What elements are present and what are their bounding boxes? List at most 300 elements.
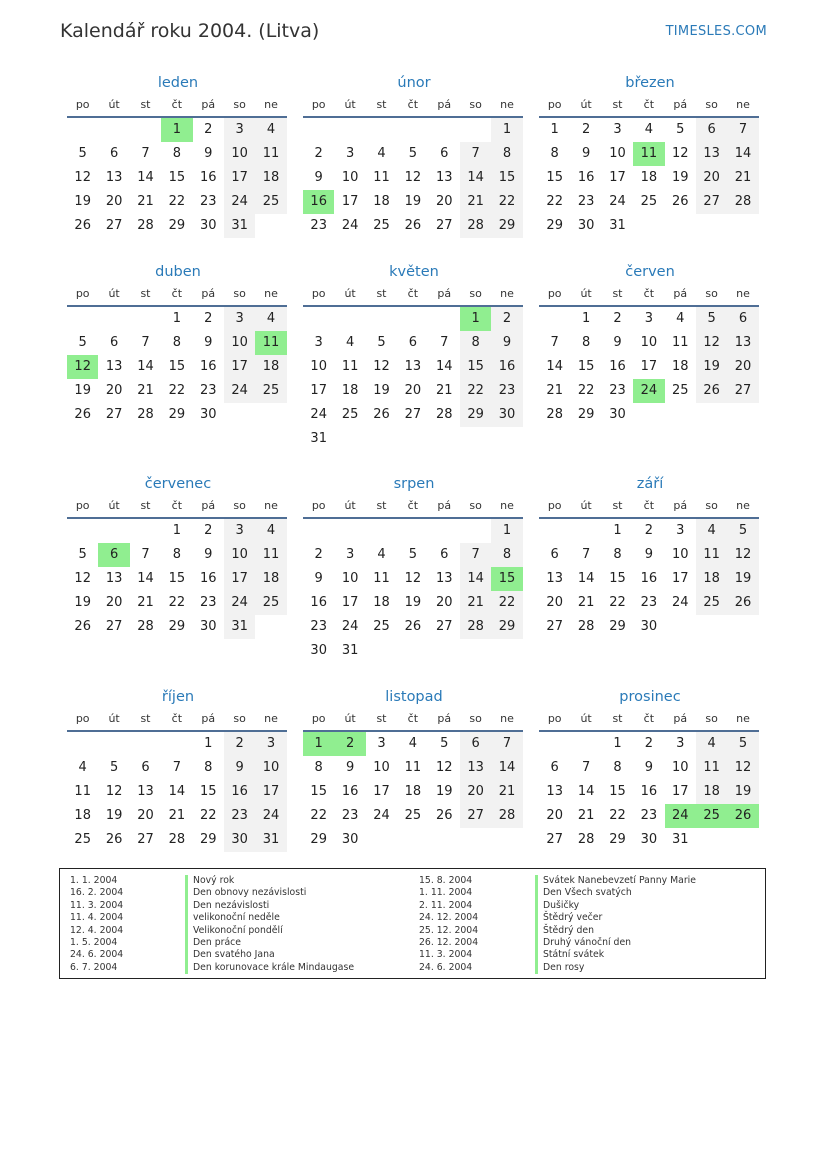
- day-cell: 15: [491, 166, 522, 190]
- weekday-header: pá: [665, 283, 696, 307]
- day-cell: 21: [435, 383, 453, 398]
- day-cell: 23: [310, 218, 327, 233]
- day-cell: 7: [581, 760, 591, 775]
- legend-entry: Dušičky: [535, 900, 696, 912]
- day-cell: 18: [255, 166, 286, 190]
- month-name: leden: [157, 75, 199, 91]
- weekday-header: st: [366, 708, 397, 732]
- weekday-header: st: [602, 708, 633, 732]
- day-cell: 5: [440, 736, 449, 751]
- day-cell: 6: [408, 335, 417, 350]
- weekday-header: po: [67, 283, 98, 307]
- day-cell: 10: [671, 760, 689, 775]
- legend-entry: Svátek Nanebevzetí Panny Marie: [535, 875, 696, 887]
- day-cell: 7: [550, 335, 559, 350]
- month-září: [539, 473, 761, 639]
- day-cell: 15: [199, 784, 217, 799]
- empty-cell: [98, 118, 129, 142]
- empty-cell: [366, 519, 397, 543]
- weekday-header: út: [98, 495, 129, 519]
- day-cell: 5: [727, 732, 758, 756]
- day-cell: 26: [727, 591, 758, 615]
- weekday-header: po: [303, 495, 334, 519]
- day-cell: 4: [255, 307, 286, 331]
- day-cell: 18: [671, 359, 689, 374]
- weekday-header: st: [602, 495, 633, 519]
- weekday-header: so: [224, 283, 255, 307]
- day-cell: 25: [255, 379, 286, 403]
- day-cell: 3: [314, 335, 323, 350]
- day-cell: 31: [609, 218, 626, 233]
- weekday-header: st: [366, 283, 397, 307]
- day-cell: 29: [460, 403, 491, 427]
- weekday-header: út: [98, 708, 129, 732]
- day-cell: 23: [640, 595, 658, 610]
- day-cell: 26: [696, 379, 727, 403]
- day-cell: 26: [74, 407, 91, 422]
- day-cell: 13: [460, 756, 491, 780]
- day-cell: 13: [435, 170, 453, 185]
- day-cell: 19: [373, 383, 390, 398]
- weekday-header: čt: [161, 495, 192, 519]
- day-cell: 5: [78, 547, 87, 562]
- day-cell: 8: [491, 543, 522, 567]
- day-cell: 9: [345, 760, 355, 775]
- day-cell: 6: [141, 760, 150, 775]
- day-cell: 6: [727, 307, 758, 331]
- day-cell: 30: [199, 218, 217, 233]
- day-cell: 5: [408, 146, 417, 161]
- day-cell: 5: [696, 307, 727, 331]
- legend-entry: 11. 4. 2004: [70, 912, 124, 924]
- empty-cell: [67, 732, 98, 756]
- day-cell: 25: [74, 832, 91, 847]
- day-cell: 2: [314, 547, 323, 562]
- day-cell: 17: [341, 595, 359, 610]
- day-cell: 4: [255, 519, 286, 543]
- empty-cell: [539, 307, 570, 331]
- weekday-header: ne: [727, 495, 758, 519]
- day-cell: 15: [168, 170, 186, 185]
- day-cell: 10: [640, 335, 658, 350]
- day-cell: 28: [460, 214, 491, 238]
- legend-entry: velikonoční neděle: [185, 912, 354, 924]
- day-cell: 14: [577, 571, 595, 586]
- weekday-header: ne: [255, 283, 286, 307]
- month-grid: [303, 283, 525, 451]
- day-cell: 19: [404, 595, 422, 610]
- day-cell: 26: [74, 218, 91, 233]
- day-cell: 13: [546, 571, 563, 586]
- day-cell: 24: [373, 808, 390, 823]
- day-cell: 25: [373, 218, 390, 233]
- day-cell: 22: [609, 808, 626, 823]
- day-cell: 3: [676, 736, 685, 751]
- day-cell: 9: [204, 335, 213, 350]
- day-cell: 6: [109, 146, 119, 161]
- day-cell: 6: [440, 547, 449, 562]
- month-grid: [539, 94, 761, 238]
- legend-entry: 1. 11. 2004: [419, 887, 473, 899]
- day-cell: 10: [671, 547, 689, 562]
- weekday-header: út: [98, 283, 129, 307]
- legend-entry: Den rosy: [535, 962, 696, 974]
- holiday-day-cell: 25: [696, 804, 727, 828]
- day-cell: 27: [404, 407, 422, 422]
- day-cell: 3: [644, 311, 653, 326]
- empty-cell: [429, 519, 460, 543]
- day-cell: 22: [546, 194, 563, 209]
- day-cell: 7: [172, 760, 181, 775]
- day-cell: 17: [640, 359, 658, 374]
- day-cell: 17: [310, 383, 327, 398]
- day-cell: 16: [341, 784, 359, 799]
- day-cell: 29: [546, 218, 563, 233]
- day-cell: 7: [141, 146, 150, 161]
- day-cell: 14: [577, 784, 595, 799]
- weekday-header: pá: [429, 708, 460, 732]
- day-cell: 26: [105, 832, 123, 847]
- day-cell: 31: [341, 643, 359, 658]
- day-cell: 3: [676, 523, 685, 538]
- weekday-header: po: [67, 708, 98, 732]
- weekday-header: po: [539, 283, 570, 307]
- day-cell: 15: [168, 571, 186, 586]
- weekday-header: čt: [633, 94, 664, 118]
- day-cell: 25: [255, 591, 286, 615]
- day-cell: 29: [310, 832, 327, 847]
- day-cell: 18: [255, 567, 286, 591]
- day-cell: 8: [491, 142, 522, 166]
- weekday-header: so: [224, 94, 255, 118]
- day-cell: 11: [671, 335, 689, 350]
- day-cell: 30: [640, 619, 658, 634]
- legend-entry: Den svatého Jana: [185, 949, 354, 961]
- empty-cell: [98, 519, 129, 543]
- month-name: červen: [625, 264, 675, 280]
- weekday-header: po: [539, 495, 570, 519]
- day-cell: 2: [491, 307, 522, 331]
- empty-cell: [98, 732, 129, 756]
- day-cell: 1: [550, 122, 559, 137]
- empty-cell: [397, 307, 428, 331]
- month-grid: [67, 94, 289, 238]
- weekday-header: so: [460, 495, 491, 519]
- day-cell: 28: [577, 832, 595, 847]
- day-cell: 26: [435, 808, 453, 823]
- day-cell: 25: [640, 194, 658, 209]
- day-cell: 8: [172, 146, 181, 161]
- day-cell: 18: [255, 355, 286, 379]
- weekday-header: st: [130, 708, 161, 732]
- weekday-header: so: [696, 283, 727, 307]
- empty-cell: [98, 307, 129, 331]
- day-cell: 4: [78, 760, 87, 775]
- legend-entry: Štědrý večer: [535, 912, 696, 924]
- legend-entry: Den práce: [185, 937, 354, 949]
- holiday-day-cell: 2: [334, 732, 365, 756]
- empty-cell: [67, 519, 98, 543]
- weekday-header: čt: [397, 283, 428, 307]
- day-cell: 19: [74, 194, 91, 209]
- month-leden: [67, 72, 289, 238]
- weekday-header: pá: [665, 708, 696, 732]
- day-cell: 27: [460, 804, 491, 828]
- month-grid: [539, 495, 761, 639]
- page-title: Kalendář roku 2004. (Litva): [60, 20, 320, 42]
- day-cell: 1: [613, 523, 622, 538]
- day-cell: 9: [314, 170, 323, 185]
- day-cell: 21: [546, 383, 563, 398]
- day-cell: 31: [310, 431, 327, 446]
- day-cell: 13: [137, 784, 154, 799]
- day-cell: 22: [310, 808, 327, 823]
- day-cell: 9: [224, 756, 255, 780]
- day-cell: 23: [577, 194, 595, 209]
- day-cell: 5: [78, 146, 87, 161]
- weekday-header: so: [224, 708, 255, 732]
- day-cell: 14: [137, 571, 154, 586]
- day-cell: 22: [168, 194, 186, 209]
- day-cell: 2: [613, 311, 622, 326]
- day-cell: 19: [404, 194, 422, 209]
- day-cell: 12: [404, 170, 422, 185]
- day-cell: 12: [105, 784, 123, 799]
- day-cell: 13: [404, 359, 422, 374]
- weekday-header: pá: [429, 283, 460, 307]
- weekday-header: pá: [429, 94, 460, 118]
- day-cell: 20: [105, 595, 123, 610]
- day-cell: 22: [491, 591, 522, 615]
- day-cell: 6: [696, 118, 727, 142]
- day-cell: 17: [671, 784, 689, 799]
- legend-entry: 6. 7. 2004: [70, 961, 118, 973]
- legend-entry: 11. 3. 2004: [419, 949, 473, 961]
- day-cell: 2: [204, 523, 213, 538]
- day-cell: 6: [550, 760, 559, 775]
- day-cell: 7: [141, 547, 150, 562]
- day-cell: 18: [696, 567, 727, 591]
- day-cell: 10: [341, 170, 359, 185]
- weekday-header: po: [67, 495, 98, 519]
- day-cell: 21: [577, 595, 595, 610]
- day-cell: 14: [546, 359, 563, 374]
- weekday-header: so: [460, 283, 491, 307]
- day-cell: 29: [168, 407, 186, 422]
- weekday-header: čt: [397, 94, 428, 118]
- day-cell: 31: [255, 828, 286, 852]
- day-cell: 1: [172, 523, 181, 538]
- day-cell: 26: [74, 619, 91, 634]
- empty-cell: [67, 118, 98, 142]
- day-cell: 28: [168, 832, 186, 847]
- day-cell: 23: [491, 379, 522, 403]
- weekday-header: st: [130, 283, 161, 307]
- day-cell: 16: [199, 571, 217, 586]
- day-cell: 24: [341, 619, 359, 634]
- legend-entry: Nový rok: [185, 875, 354, 887]
- day-cell: 26: [404, 619, 422, 634]
- empty-cell: [161, 732, 192, 756]
- brand-link[interactable]: TIMESLES.COM: [665, 24, 767, 39]
- day-cell: 5: [408, 547, 417, 562]
- day-cell: 22: [609, 595, 626, 610]
- month-name: září: [636, 476, 664, 492]
- day-cell: 8: [613, 547, 622, 562]
- day-cell: 5: [109, 760, 119, 775]
- day-cell: 7: [491, 732, 522, 756]
- legend-entry: Den korunovace krále Mindaugase: [185, 962, 354, 974]
- day-cell: 18: [640, 170, 658, 185]
- day-cell: 3: [224, 519, 255, 543]
- empty-cell: [334, 519, 365, 543]
- day-cell: 15: [310, 784, 327, 799]
- day-cell: 29: [491, 615, 522, 639]
- weekday-header: st: [366, 94, 397, 118]
- holiday-day-cell: 1: [460, 307, 491, 331]
- day-cell: 16: [224, 780, 255, 804]
- day-cell: 17: [224, 355, 255, 379]
- day-cell: 30: [224, 828, 255, 852]
- day-cell: 8: [460, 331, 491, 355]
- weekday-header: út: [570, 708, 601, 732]
- legend-entry: 12. 4. 2004: [70, 924, 124, 936]
- day-cell: 24: [671, 595, 689, 610]
- day-cell: 20: [435, 194, 453, 209]
- day-cell: 9: [644, 760, 653, 775]
- day-cell: 13: [105, 170, 123, 185]
- weekday-header: ne: [255, 708, 286, 732]
- day-cell: 19: [727, 567, 758, 591]
- day-cell: 12: [727, 756, 758, 780]
- empty-cell: [429, 118, 460, 142]
- day-cell: 29: [491, 214, 522, 238]
- day-cell: 19: [727, 780, 758, 804]
- legend-entry: 26. 12. 2004: [419, 936, 479, 948]
- day-cell: 15: [168, 359, 186, 374]
- empty-cell: [334, 118, 365, 142]
- weekday-header: čt: [397, 708, 428, 732]
- empty-cell: [366, 307, 397, 331]
- day-cell: 10: [373, 760, 390, 775]
- empty-cell: [303, 307, 334, 331]
- day-cell: 22: [168, 383, 186, 398]
- weekday-header: st: [130, 94, 161, 118]
- legend-entry: 25. 12. 2004: [419, 924, 479, 936]
- day-cell: 8: [172, 335, 181, 350]
- day-cell: 16: [199, 359, 217, 374]
- day-cell: 11: [373, 571, 390, 586]
- day-cell: 24: [224, 591, 255, 615]
- weekday-header: út: [334, 94, 365, 118]
- weekday-header: pá: [193, 283, 224, 307]
- day-cell: 19: [74, 595, 91, 610]
- month-červen: [539, 261, 761, 427]
- day-cell: 9: [491, 331, 522, 355]
- weekday-header: ne: [255, 94, 286, 118]
- day-cell: 2: [314, 146, 323, 161]
- holiday-day-cell: 1: [161, 118, 192, 142]
- day-cell: 26: [671, 194, 689, 209]
- day-cell: 25: [373, 619, 390, 634]
- legend-entry: 24. 6. 2004: [419, 961, 473, 973]
- holiday-legend: [59, 868, 766, 979]
- legend-left-names: [185, 875, 354, 974]
- legend-entry: 16. 2. 2004: [70, 887, 124, 899]
- day-cell: 30: [491, 403, 522, 427]
- day-cell: 27: [546, 832, 563, 847]
- day-cell: 17: [671, 571, 689, 586]
- day-cell: 25: [696, 591, 727, 615]
- day-cell: 18: [404, 784, 422, 799]
- day-cell: 26: [373, 407, 390, 422]
- legend-entry: Štědrý den: [535, 925, 696, 937]
- day-cell: 15: [460, 355, 491, 379]
- day-cell: 16: [640, 571, 658, 586]
- weekday-header: po: [303, 94, 334, 118]
- day-cell: 21: [137, 194, 154, 209]
- day-cell: 12: [435, 760, 453, 775]
- day-cell: 28: [137, 407, 154, 422]
- day-cell: 17: [224, 166, 255, 190]
- weekday-header: út: [570, 94, 601, 118]
- day-cell: 7: [460, 142, 491, 166]
- legend-right-dates: [419, 875, 478, 974]
- month-říjen: [67, 686, 289, 852]
- day-cell: 18: [373, 194, 390, 209]
- day-cell: 14: [137, 170, 154, 185]
- weekday-header: so: [460, 708, 491, 732]
- day-cell: 13: [696, 142, 727, 166]
- day-cell: 28: [137, 619, 154, 634]
- month-name: březen: [625, 75, 675, 91]
- day-cell: 8: [550, 146, 559, 161]
- day-cell: 3: [224, 307, 255, 331]
- day-cell: 4: [696, 732, 727, 756]
- day-cell: 14: [727, 142, 758, 166]
- day-cell: 11: [74, 784, 91, 799]
- day-cell: 20: [727, 355, 758, 379]
- holiday-day-cell: 11: [255, 331, 286, 355]
- day-cell: 23: [640, 808, 658, 823]
- day-cell: 14: [491, 756, 522, 780]
- legend-entry: 1. 5. 2004: [70, 936, 118, 948]
- day-cell: 12: [671, 146, 689, 161]
- empty-cell: [460, 118, 491, 142]
- day-cell: 9: [644, 547, 653, 562]
- day-cell: 2: [204, 311, 213, 326]
- day-cell: 24: [341, 218, 359, 233]
- day-cell: 7: [581, 547, 591, 562]
- day-cell: 27: [696, 190, 727, 214]
- legend-entry: 2. 11. 2004: [419, 899, 473, 911]
- day-cell: 14: [168, 784, 186, 799]
- empty-cell: [130, 732, 161, 756]
- weekday-header: ne: [727, 283, 758, 307]
- day-cell: 14: [460, 567, 491, 591]
- day-cell: 6: [109, 335, 119, 350]
- day-cell: 30: [577, 218, 595, 233]
- day-cell: 13: [105, 359, 123, 374]
- day-cell: 27: [727, 379, 758, 403]
- day-cell: 7: [440, 335, 449, 350]
- day-cell: 25: [341, 407, 359, 422]
- day-cell: 10: [341, 571, 359, 586]
- month-březen: [539, 72, 761, 238]
- day-cell: 21: [727, 166, 758, 190]
- weekday-header: čt: [161, 283, 192, 307]
- month-name: srpen: [393, 476, 435, 492]
